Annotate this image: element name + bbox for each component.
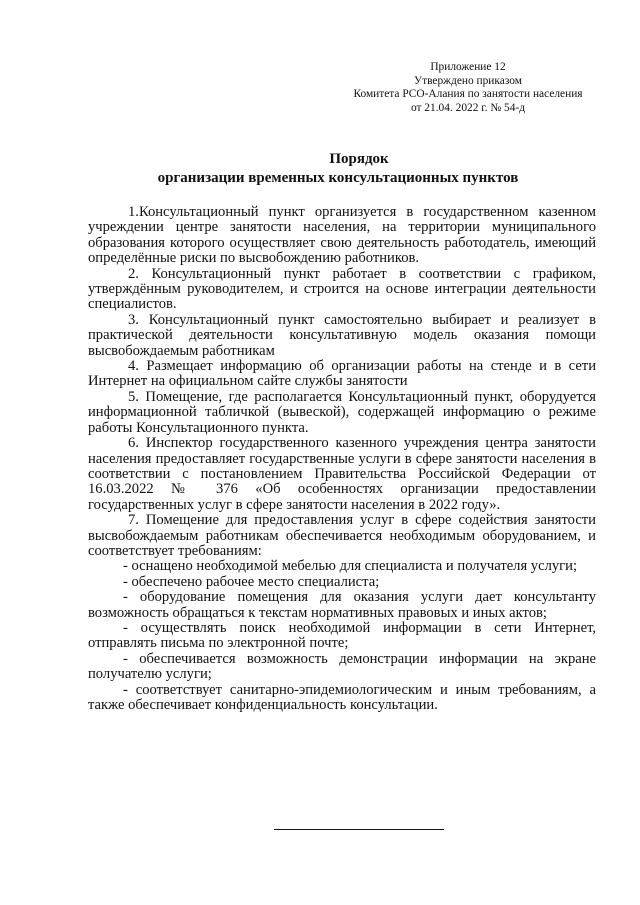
document-body [88, 205, 596, 713]
order-date-number: от 21.04. 2022 г. № 54-д [410, 101, 526, 114]
title-line-subject: организации временных консультационных пунктов [157, 170, 519, 186]
paragraph-6: 6. Инспектор государственного казенного учреждения центра занятости населения предоставляет государственные услуги в сфере занятости населения в соответствии с постановлением Правительства Российской Федерации от 16.03.2022 № 376 «Об особенностях организации предоставлении государственных услуг в сфере занятости населения в 2022 году». [88, 435, 596, 513]
requirement-item: - оснащено необходимой мебелью для специалиста и получателя услуги; [123, 558, 578, 575]
document-title [0, 150, 640, 188]
requirement-item: - соответствует санитарно-эпидемиологическим и иным требованиям, а также обеспечивает конфиденциальность консультации. [88, 681, 596, 713]
paragraph-7: 7. Помещение для предоставления услуг в сфере содействия занятости высвобождаемым работникам обеспечивается необходимым оборудованием, и соответствует требованиям: [88, 512, 596, 559]
approved-by-order: Утверждено приказом [414, 74, 522, 87]
paragraph-3: 3. Консультационный пункт самостоятельно выбирает и реализует в практической деятельности консультативную модель оказания помощи высвобождаемым работникам [88, 311, 596, 359]
paragraph-1: 1.Консультационный пункт организуется в государственном казенном учреждении центре занятости населения, на территории муниципального образования которого осуществляет свою деятельность работодатель, имеющий определённые риски по высвобождению работников. [88, 204, 596, 267]
issuing-committee: Комитета РСО-Алания по занятости населения [353, 88, 583, 101]
appendix-number: Приложение 12 [430, 61, 506, 73]
requirement-item: - обеспечено рабочее место специалиста; [123, 573, 380, 590]
paragraph-2: 2. Консультационный пункт работает в соответствии с графиком, утверждённым руководителем, и строится на основе интеграции деятельности специалистов. [88, 265, 596, 313]
paragraph-4: 4. Размещает информацию об организации работы на стенде и в сети Интернет на официальном сайте службы занятости [88, 358, 596, 390]
closing-rule-divider [274, 829, 444, 830]
requirement-item: - оборудование помещения для оказания услуги дает консультанту возможность обращаться к текстам нормативных правовых и иных актов; [88, 589, 596, 621]
approval-stamp-block [343, 61, 593, 115]
requirement-item: - обеспечивается возможность демонстрации информации на экране получателю услуги; [88, 650, 596, 683]
paragraph-5: 5. Помещение, где располагается Консультационный пункт, оборудуется информационной табличкой (вывеской), содержащей информацию о режиме работы Консультационного пункта. [88, 388, 596, 436]
requirement-item: - осуществлять поиск необходимой информации в сети Интернет, отправлять письма по электронной почте; [88, 619, 596, 652]
title-line-procedure: Порядок [329, 151, 389, 167]
